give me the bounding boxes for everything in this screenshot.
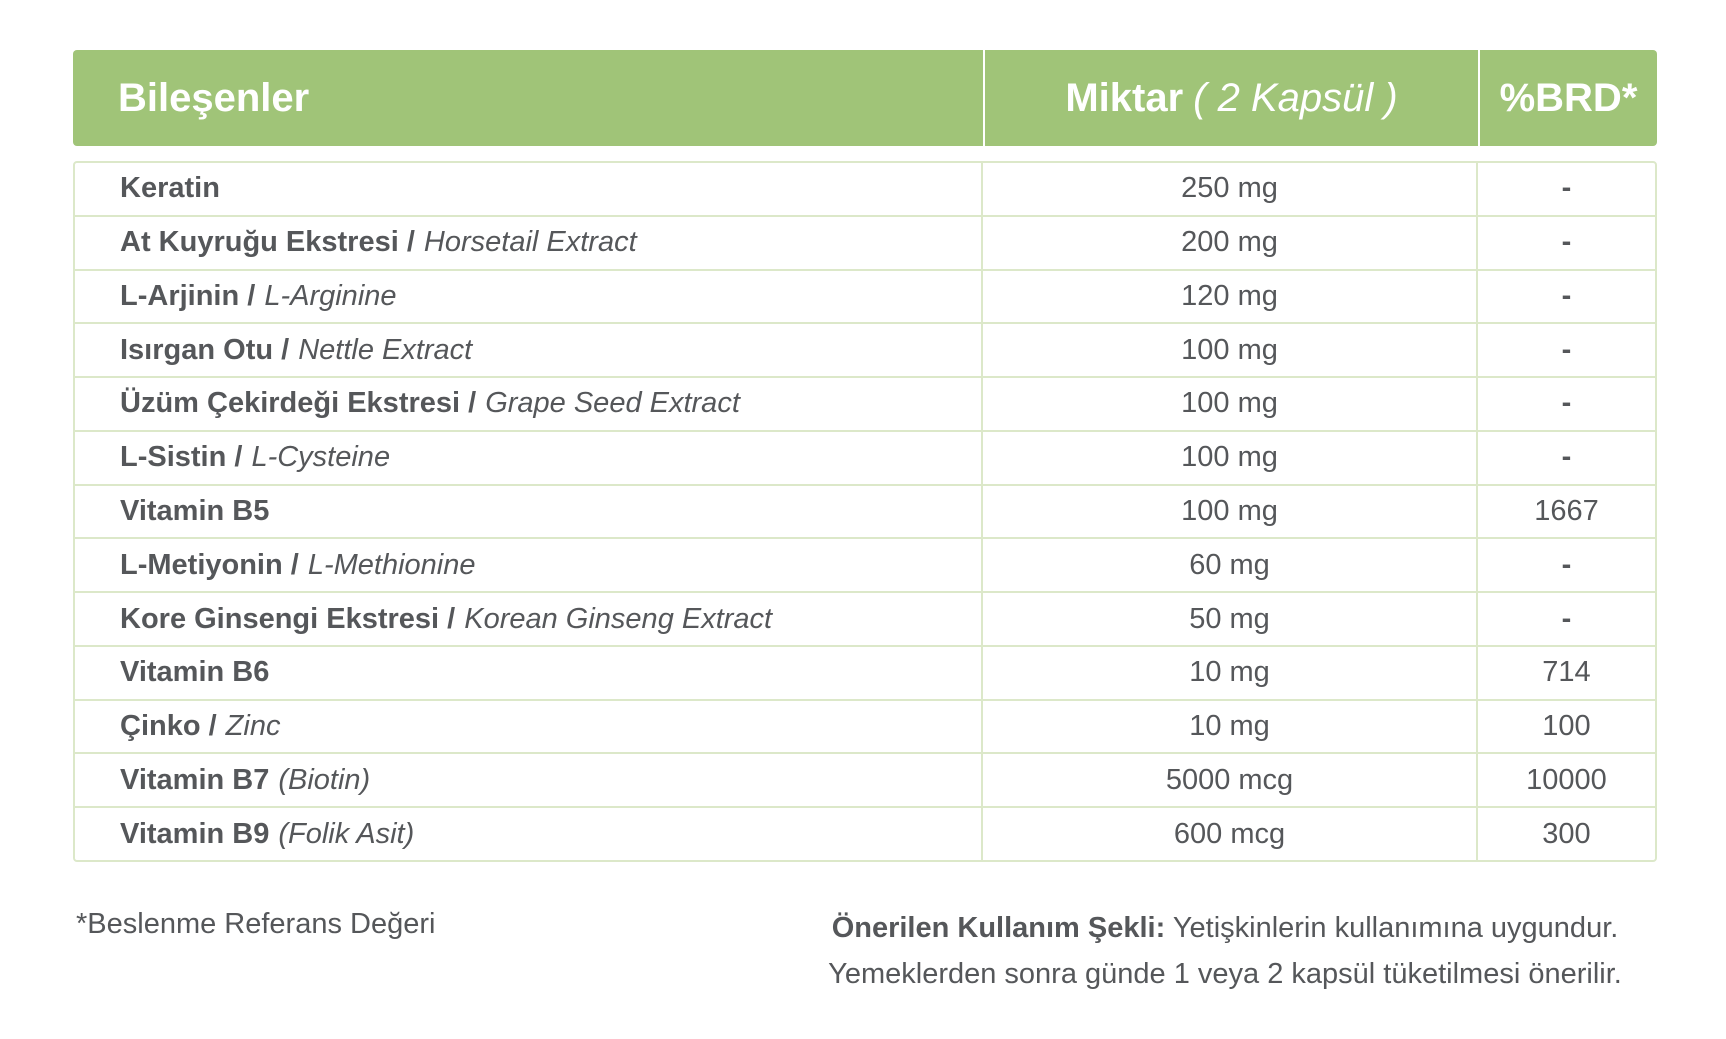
ingredient-brd-cell: - — [1561, 602, 1572, 635]
table-row — [75, 432, 1655, 486]
ingredient-name-cell — [75, 271, 983, 323]
ingredient-name-cell — [75, 808, 983, 860]
ingredients-table — [73, 50, 1657, 862]
ingredient-name-turkish: Çinko / — [120, 710, 217, 743]
ingredient-name-cell — [75, 754, 983, 806]
ingredient-name-turkish: L-Metiyonin / — [120, 548, 299, 581]
ingredient-amount-cell: 200 mg — [983, 217, 1478, 269]
table-body — [73, 161, 1657, 862]
ingredient-name-turkish: Üzüm Çekirdeği Ekstresi / — [120, 387, 477, 420]
table-row — [75, 163, 1655, 217]
ingredient-brd-cell: 300 — [1542, 817, 1591, 850]
ingredient-amount-cell: 50 mg — [983, 593, 1478, 645]
ingredient-name-english: L-Cysteine — [251, 441, 391, 474]
table-row — [75, 647, 1655, 701]
ingredient-name-english: Zinc — [225, 710, 281, 743]
ingredient-name-english: (Folik Asit) — [278, 817, 415, 850]
ingredient-brd-cell: - — [1561, 441, 1572, 474]
table-row — [75, 701, 1655, 755]
ingredient-brd-cell: 10000 — [1526, 763, 1607, 796]
ingredient-name-english: Horsetail Extract — [423, 226, 637, 259]
ingredient-name-english: L-Arginine — [264, 279, 397, 312]
ingredient-name-turkish: Vitamin B6 — [120, 656, 270, 689]
ingredient-brd-cell: - — [1561, 548, 1572, 581]
ingredient-name-turkish: Keratin — [120, 172, 220, 205]
ingredient-name-cell — [75, 163, 983, 215]
ingredient-name-turkish: L-Arjinin / — [120, 279, 256, 312]
ingredient-amount-cell: 120 mg — [983, 271, 1478, 323]
usage-instructions — [750, 905, 1700, 997]
table-row — [75, 324, 1655, 378]
ingredient-brd-cell: - — [1561, 387, 1572, 420]
ingredient-brd-cell: 1667 — [1534, 494, 1599, 527]
ingredient-name-cell — [75, 486, 983, 538]
table-row — [75, 539, 1655, 593]
ingredient-name-english: Nettle Extract — [298, 333, 473, 366]
ingredient-amount-cell: 100 mg — [983, 324, 1478, 376]
usage-line-1 — [750, 905, 1700, 951]
ingredient-amount-cell: 10 mg — [983, 647, 1478, 699]
ingredient-amount-cell: 100 mg — [983, 486, 1478, 538]
ingredient-name-turkish: Vitamin B9 — [120, 817, 270, 850]
ingredient-name-cell — [75, 647, 983, 699]
ingredient-name-turkish: Vitamin B5 — [120, 494, 270, 527]
table-row — [75, 486, 1655, 540]
usage-sentence-1: Yetişkinlerin kullanımına uygundur. — [1172, 912, 1619, 944]
ingredient-brd-cell: - — [1561, 279, 1572, 312]
header-ingredients: Bileşenler — [118, 75, 310, 120]
ingredient-name-turkish: Vitamin B7 — [120, 763, 270, 796]
ingredient-amount-cell: 60 mg — [983, 539, 1478, 591]
ingredient-name-cell — [75, 701, 983, 753]
ingredient-amount-cell: 600 mcg — [983, 808, 1478, 860]
table-row — [75, 754, 1655, 808]
ingredient-name-cell — [75, 378, 983, 430]
ingredient-brd-cell: - — [1561, 226, 1572, 259]
table-row — [75, 808, 1655, 860]
ingredient-brd-cell: 100 — [1542, 710, 1591, 743]
header-brd: %BRD* — [1499, 75, 1638, 120]
header-amount-label: Miktar — [1065, 75, 1184, 120]
table-row — [75, 217, 1655, 271]
ingredient-amount-cell: 250 mg — [983, 163, 1478, 215]
ingredient-name-english: L-Methionine — [307, 548, 476, 581]
ingredient-name-cell — [75, 593, 983, 645]
brd-footnote: *Beslenme Referans Değeri — [76, 908, 436, 940]
ingredient-amount-cell: 100 mg — [983, 432, 1478, 484]
ingredient-amount-cell: 10 mg — [983, 701, 1478, 753]
header-amount — [983, 50, 1480, 146]
ingredient-name-english: Grape Seed Extract — [485, 387, 740, 420]
ingredient-brd-cell: - — [1561, 172, 1572, 205]
table-row — [75, 271, 1655, 325]
ingredient-brd-cell: 714 — [1542, 656, 1591, 689]
ingredient-name-turkish: L-Sistin / — [120, 441, 243, 474]
ingredient-name-turkish: Isırgan Otu / — [120, 333, 290, 366]
ingredient-name-cell — [75, 217, 983, 269]
ingredient-name-turkish: At Kuyruğu Ekstresi / — [120, 226, 415, 259]
ingredient-name-turkish: Kore Ginsengi Ekstresi / — [120, 602, 456, 635]
ingredient-name-english: Korean Ginseng Extract — [464, 602, 773, 635]
ingredient-name-cell — [75, 539, 983, 591]
ingredient-amount-cell: 100 mg — [983, 378, 1478, 430]
table-row — [75, 593, 1655, 647]
table-header — [73, 50, 1657, 146]
usage-title: Önerilen Kullanım Şekli: — [831, 912, 1166, 944]
header-amount-serving: ( 2 Kapsül ) — [1193, 75, 1398, 120]
ingredient-name-english: (Biotin) — [278, 763, 371, 796]
table-row — [75, 378, 1655, 432]
ingredient-amount-cell: 5000 mcg — [983, 754, 1478, 806]
ingredient-name-cell — [75, 324, 983, 376]
usage-line-2: Yemeklerden sonra günde 1 veya 2 kapsül tüketilmesi önerilir. — [828, 958, 1622, 990]
ingredient-name-cell — [75, 432, 983, 484]
ingredient-brd-cell: - — [1561, 333, 1572, 366]
